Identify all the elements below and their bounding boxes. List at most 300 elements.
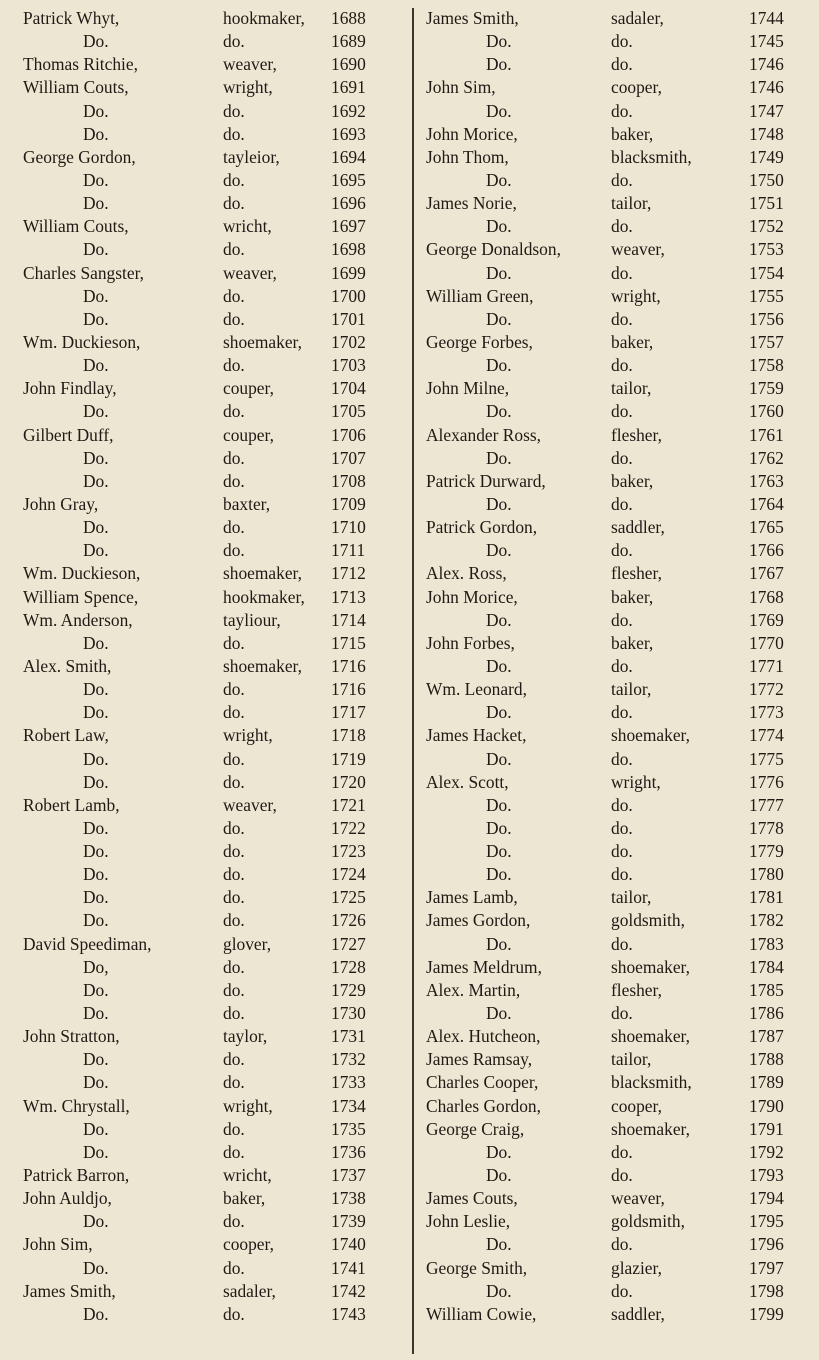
entry-name: James Meldrum, [426,956,542,977]
entry-trade: do. [223,401,245,422]
entry-name: George Forbes, [426,331,533,352]
entry-row [23,285,393,308]
entry-trade: do. [223,285,245,306]
entry-trade: do. [223,1118,245,1139]
entry-row [426,424,811,447]
entry-row [23,1118,393,1141]
entry-row [23,724,393,747]
entry-name: Do. [83,123,109,144]
entry-year: 1695 [331,169,366,190]
entry-row [23,539,393,562]
entry-year: 1742 [331,1280,366,1301]
entry-row [23,863,393,886]
entry-row [426,1141,811,1164]
entry-trade: baker, [611,470,654,491]
entry-year: 1751 [749,193,784,214]
entry-row [426,1025,811,1048]
entry-trade: weaver, [611,1188,665,1209]
entry-year: 1782 [749,910,784,931]
entry-year: 1767 [749,563,784,584]
entry-row [426,979,811,1002]
entry-year: 1794 [749,1188,784,1209]
entry-trade: weaver, [223,794,277,815]
entry-row [23,655,393,678]
entry-trade: do. [223,239,245,260]
entry-year: 1716 [331,655,366,676]
entry-trade: glover, [223,933,272,954]
entry-trade: do. [611,1003,633,1024]
entry-trade: do. [611,1165,633,1186]
entry-trade: weaver, [611,239,665,260]
entry-trade: weaver, [223,262,277,283]
entry-name: Do. [83,1211,109,1232]
entry-trade: do. [611,1280,633,1301]
entry-trade: do. [611,100,633,121]
entry-row [426,586,811,609]
entry-name: John Morice, [426,586,518,607]
entry-trade: blacksmith, [611,1072,692,1093]
entry-name: Do. [486,609,512,630]
entry-year: 1738 [331,1188,366,1209]
entry-row [426,724,811,747]
entry-year: 1726 [331,910,366,931]
entry-trade: couper, [223,424,274,445]
entry-name: Do. [486,933,512,954]
entry-row [426,701,811,724]
entry-year: 1692 [331,100,366,121]
entry-trade: tailor, [611,887,652,908]
entry-name: George Gordon, [23,146,136,167]
entry-name: Do. [83,887,109,908]
entry-trade: do. [223,1257,245,1278]
entry-row [426,886,811,909]
entry-row [426,7,811,30]
entry-trade: do. [611,794,633,815]
entry-trade: do. [223,702,245,723]
entry-year: 1732 [331,1049,366,1070]
entry-row [426,146,811,169]
entry-row [426,331,811,354]
entry-year: 1780 [749,864,784,885]
entry-trade: do. [223,517,245,538]
entry-name: Wm. Anderson, [23,609,133,630]
entry-name: Do. [486,54,512,75]
entry-name: Do. [486,447,512,468]
entry-name: Do. [83,470,109,491]
entry-year: 1712 [331,563,366,584]
entry-trade: tayleior, [223,146,280,167]
entry-name: James Ramsay, [426,1049,533,1070]
entry-row [23,215,393,238]
entry-trade: do. [223,1003,245,1024]
entry-row [23,76,393,99]
entry-name: Thomas Ritchie, [23,54,138,75]
entry-year: 1689 [331,31,366,52]
entry-trade: taylor, [223,1026,268,1047]
entry-name: Patrick Whyt, [23,8,120,28]
entry-row [426,470,811,493]
entry-row [23,933,393,956]
entry-trade: shoemaker, [611,1026,690,1047]
entry-row [23,400,393,423]
entry-year: 1729 [331,979,366,1000]
entry-name: Do. [486,748,512,769]
entry-year: 1696 [331,193,366,214]
entry-name: John Gray, [23,493,99,514]
entry-year: 1698 [331,239,366,260]
entry-year: 1765 [749,517,784,538]
entry-trade: tailor, [611,378,652,399]
entry-row [426,30,811,53]
entry-name: Patrick Durward, [426,470,546,491]
entry-name: Do. [83,679,109,700]
entry-row [23,609,393,632]
entry-year: 1755 [749,285,784,306]
entry-row [426,956,811,979]
entry-trade: weaver, [223,54,277,75]
entry-row [426,1303,811,1326]
entry-row [23,1210,393,1233]
entry-year: 1799 [749,1303,784,1324]
entry-row [23,308,393,331]
entry-name: James Couts, [426,1188,518,1209]
entry-year: 1690 [331,54,366,75]
entry-row [23,377,393,400]
entry-trade: do. [611,54,633,75]
entry-trade: saddler, [611,517,665,538]
entry-name: David Speediman, [23,933,152,954]
entry-year: 1744 [749,8,784,28]
entry-year: 1731 [331,1026,366,1047]
entry-row [23,1280,393,1303]
entry-row [426,655,811,678]
entry-name: William Couts, [23,77,129,98]
entry-row [426,215,811,238]
entry-year: 1707 [331,447,366,468]
entry-trade: tailor, [611,679,652,700]
entry-year: 1772 [749,679,784,700]
entry-year: 1761 [749,424,784,445]
entry-row [426,1095,811,1118]
entry-name: William Cowie, [426,1303,537,1324]
entry-trade: baker, [611,123,654,144]
entry-year: 1745 [749,31,784,52]
entry-trade: flesher, [611,424,662,445]
entry-trade: do. [611,216,633,237]
entry-name: Robert Law, [23,725,109,746]
entry-row [426,840,811,863]
entry-row [426,1071,811,1094]
entry-row [426,933,811,956]
entry-name: Do. [83,193,109,214]
entry-trade: shoemaker, [223,655,302,676]
entry-name: James Hacket, [426,725,527,746]
left-column [23,7,393,1326]
entry-row [23,632,393,655]
entry-name: Patrick Gordon, [426,517,538,538]
entry-trade: baker, [223,1188,266,1209]
entry-row [426,1164,811,1187]
entry-name: Do. [83,1049,109,1070]
entry-trade: do. [611,308,633,329]
entry-name: James Norie, [426,193,517,214]
entry-name: Do. [486,31,512,52]
entry-name: Patrick Barron, [23,1165,130,1186]
entry-name: Do. [486,169,512,190]
entry-name: Alex. Martin, [426,979,521,1000]
entry-name: Do. [486,1280,512,1301]
entry-trade: do. [223,632,245,653]
entry-trade: do. [611,864,633,885]
entry-year: 1691 [331,77,366,98]
entry-row [23,493,393,516]
entry-trade: shoemaker, [223,331,302,352]
entry-trade: do. [223,771,245,792]
entry-year: 1777 [749,794,784,815]
entry-year: 1781 [749,887,784,908]
entry-trade: goldsmith, [611,1211,685,1232]
entry-trade: baker, [611,632,654,653]
entry-name: John Sim, [426,77,496,98]
entry-row [23,53,393,76]
entry-year: 1797 [749,1257,784,1278]
entry-name: James Smith, [23,1280,116,1301]
entry-year: 1737 [331,1165,366,1186]
entry-trade: do. [611,1234,633,1255]
entry-trade: cooper, [223,1234,274,1255]
entry-row [426,562,811,585]
entry-name: Do. [83,447,109,468]
entry-row [426,238,811,261]
entry-row [23,1141,393,1164]
entry-row [426,377,811,400]
entry-year: 1769 [749,609,784,630]
entry-year: 1705 [331,401,366,422]
entry-year: 1787 [749,1026,784,1047]
entry-row [23,238,393,261]
entry-name: Wm. Chrystall, [23,1095,130,1116]
entry-row [23,1257,393,1280]
entry-row [23,354,393,377]
entry-name: Alex. Hutcheon, [426,1026,541,1047]
entry-name: Do. [83,31,109,52]
entry-row [23,909,393,932]
entry-trade: goldsmith, [611,910,685,931]
entry-row [426,76,811,99]
entry-trade: do. [611,447,633,468]
entry-trade: do. [223,31,245,52]
entry-year: 1798 [749,1280,784,1301]
entry-name: Do. [486,864,512,885]
entry-name: Do. [486,841,512,862]
entry-name: Do. [486,702,512,723]
entry-row [426,1210,811,1233]
entry-name: Wm. Duckieson, [23,331,141,352]
entry-trade: shoemaker, [611,725,690,746]
entry-year: 1775 [749,748,784,769]
entry-year: 1720 [331,771,366,792]
entry-trade: do. [611,540,633,561]
entry-row [426,308,811,331]
entry-year: 1756 [749,308,784,329]
entry-name: Do. [83,910,109,931]
entry-trade: do. [611,702,633,723]
entry-row [23,771,393,794]
entry-name: Do. [486,308,512,329]
entry-name: Do. [486,817,512,838]
entry-trade: do. [223,169,245,190]
entry-row [426,1233,811,1256]
entry-name: Do. [486,1003,512,1024]
entry-trade: do. [611,1141,633,1162]
entry-year: 1774 [749,725,784,746]
entry-row [426,863,811,886]
entry-name: Do. [83,517,109,538]
entry-row [23,701,393,724]
entry-year: 1693 [331,123,366,144]
entry-trade: do. [223,679,245,700]
entry-year: 1789 [749,1072,784,1093]
right-column [426,7,811,1326]
entry-name: Alexander Ross, [426,424,541,445]
entry-year: 1701 [331,308,366,329]
entry-trade: do. [223,1049,245,1070]
entry-name: George Donaldson, [426,239,561,260]
entry-trade: sadaler, [611,8,664,28]
entry-trade: tailor, [611,1049,652,1070]
entry-name: Do. [486,262,512,283]
entry-name: Do. [83,771,109,792]
entry-trade: do. [611,355,633,376]
entry-name: Do. [83,355,109,376]
entry-year: 1747 [749,100,784,121]
entry-name: Do, [83,956,109,977]
entry-row [23,1048,393,1071]
entry-trade: baxter, [223,493,271,514]
entry-trade: wricht, [223,216,272,237]
entry-name: Do. [83,285,109,306]
entry-year: 1714 [331,609,366,630]
entry-name: Do. [486,1141,512,1162]
entry-year: 1763 [749,470,784,491]
entry-trade: tailor, [611,193,652,214]
entry-year: 1779 [749,841,784,862]
entry-year: 1750 [749,169,784,190]
entry-year: 1791 [749,1118,784,1139]
entry-trade: do. [223,817,245,838]
entry-year: 1724 [331,864,366,885]
entry-year: 1793 [749,1165,784,1186]
entry-trade: do. [223,355,245,376]
entry-row [23,678,393,701]
entry-year: 1722 [331,817,366,838]
entry-name: Do. [486,540,512,561]
entry-trade: do. [223,1303,245,1324]
entry-year: 1702 [331,331,366,352]
entry-row [426,794,811,817]
entry-year: 1796 [749,1234,784,1255]
entry-trade: wright, [611,285,661,306]
entry-name: Do. [486,493,512,514]
entry-trade: do. [223,864,245,885]
entry-name: George Smith, [426,1257,528,1278]
entry-trade: do. [223,100,245,121]
entry-row [426,285,811,308]
entry-trade: wricht, [223,1165,272,1186]
entry-name: Do. [486,1234,512,1255]
entry-row [23,447,393,470]
entry-trade: flesher, [611,563,662,584]
entry-name: William Spence, [23,586,139,607]
entry-row [426,1187,811,1210]
entry-name: Wm. Duckieson, [23,563,141,584]
entry-year: 1688 [331,8,366,28]
entry-year: 1783 [749,933,784,954]
entry-row [23,424,393,447]
entry-name: Do. [83,308,109,329]
entry-name: Do. [83,401,109,422]
entry-name: Do. [83,100,109,121]
entry-year: 1778 [749,817,784,838]
entry-year: 1709 [331,493,366,514]
entry-year: 1725 [331,887,366,908]
entry-row [426,817,811,840]
entry-name: Do. [486,216,512,237]
entry-row [23,794,393,817]
entry-name: Robert Lamb, [23,794,120,815]
entry-trade: wright, [223,77,273,98]
entry-row [23,1233,393,1256]
entry-year: 1734 [331,1095,366,1116]
entry-trade: shoemaker, [223,563,302,584]
entry-year: 1785 [749,979,784,1000]
entry-trade: do. [223,979,245,1000]
entry-name: Do. [83,1141,109,1162]
entry-year: 1733 [331,1072,366,1093]
entry-trade: do. [611,169,633,190]
entry-trade: do. [611,748,633,769]
entry-trade: do. [223,1141,245,1162]
entry-name: Do. [83,748,109,769]
entry-row [426,1048,811,1071]
entry-trade: glazier, [611,1257,662,1278]
entry-name: Do. [486,1165,512,1186]
entry-name: John Morice, [426,123,518,144]
entry-row [426,1002,811,1025]
entry-year: 1752 [749,216,784,237]
entry-year: 1764 [749,493,784,514]
entry-row [23,100,393,123]
entry-row [23,1187,393,1210]
entry-year: 1790 [749,1095,784,1116]
entry-year: 1746 [749,54,784,75]
entry-trade: do. [611,655,633,676]
entry-row [426,539,811,562]
entry-year: 1776 [749,771,784,792]
entry-row [23,470,393,493]
entry-year: 1713 [331,586,366,607]
entry-trade: tayliour, [223,609,281,630]
entry-row [426,678,811,701]
entry-name: George Craig, [426,1118,525,1139]
entry-year: 1736 [331,1141,366,1162]
entry-name: William Green, [426,285,534,306]
entry-year: 1706 [331,424,366,445]
entry-name: Do. [83,169,109,190]
entry-row [23,1025,393,1048]
column-divider [412,8,414,1354]
entry-year: 1795 [749,1211,784,1232]
